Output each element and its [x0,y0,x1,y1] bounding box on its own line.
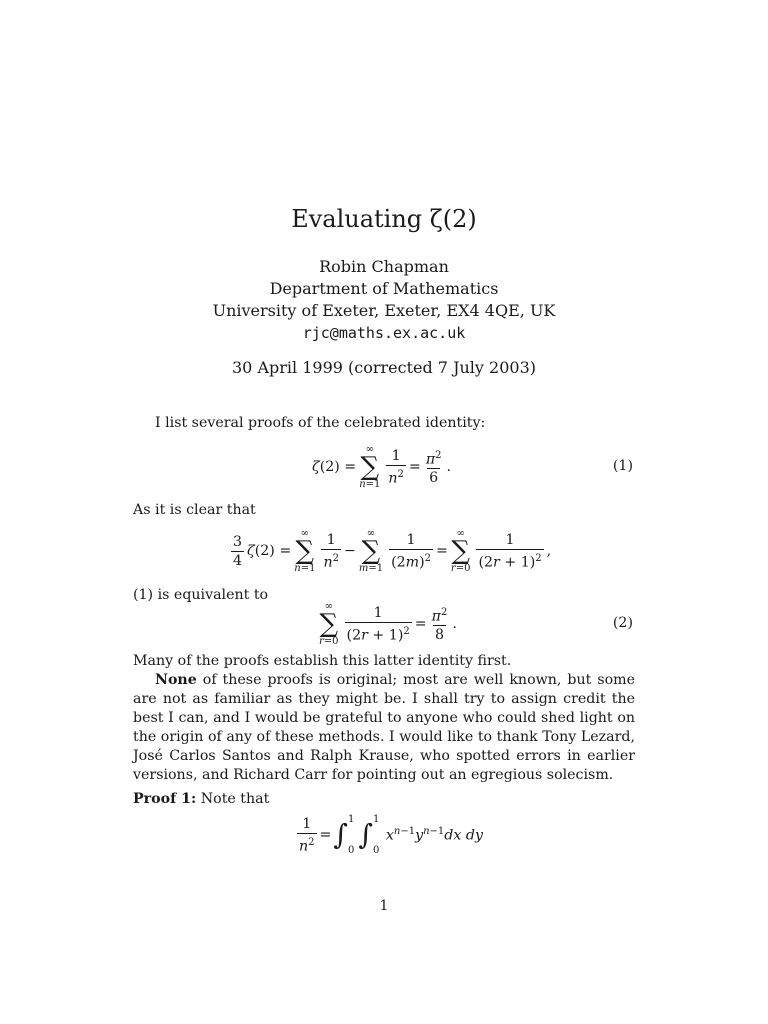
department: Department of Mathematics [269,279,499,298]
author-email[interactable]: rjc@maths.ex.ac.uk [302,324,466,342]
paper-title: Evaluating ζ(2) [291,205,477,233]
equivalent-text: (1) is equivalent to [133,587,269,603]
credits-paragraph [133,671,635,785]
date-line: 30 April 1999 (corrected 7 July 2003) [232,358,536,377]
equation-2-number: (2) [612,615,633,631]
proof-1-heading [133,790,635,809]
equation-three-quarters: $\frac{3}{4}$ ζ(2) = ∞ ∑ n=1 $\frac{1}{n^2}$ − ∞ ∑ m=1 $\frac{1}{(2m)^2}$ = ∞ ∑ r=0 $\frac{1}{(2r + 1)^2}$ , [233,528,552,574]
none-bold: None [155,672,197,688]
intro-paragraph: I list several proofs of the celebrated identity: [155,415,486,431]
institution: University of Exeter, Exeter, EX4 4QE, UK [212,301,556,320]
credits-text: of these proofs is original; most are well known, but some are not as familiar as they might be. I shall try to assign credit the best I can, and I would be grateful to anyone who could shed light on the origin of any of these methods. I would like to thank Tony Lezard, José Carlos Santos and Ralph Krause, who spotted errors in earlier versions, and Richard Carr for pointing out an egregious solecism. [133,672,635,783]
proof-1-label: Proof 1: [133,791,197,807]
page-number: 1 [379,898,389,914]
author-name: Robin Chapman [319,257,449,276]
as-clear-text: As it is clear that [133,502,256,518]
many-proofs-text: Many of the proofs establish this latter identity first. [133,653,512,669]
proof-1-text: Note that [196,791,270,807]
equation-1: ζ(2) = ∞ ∑ n=1 $\frac{1}{n^2}$ = $\frac{\pi^2}{6}$ . [312,444,452,490]
integral-equation: $\frac{1}{n^2}$ = ∫ 1 0 ∫ 1 0 $x^{n-1}y^{n-1}dx$ dy [299,814,483,856]
equation-2: ∞ ∑ r=0 $\frac{1}{(2r + 1)^2}$ = $\frac{\pi^2}{8}$ . [319,601,457,647]
equation-1-number: (1) [612,458,633,474]
